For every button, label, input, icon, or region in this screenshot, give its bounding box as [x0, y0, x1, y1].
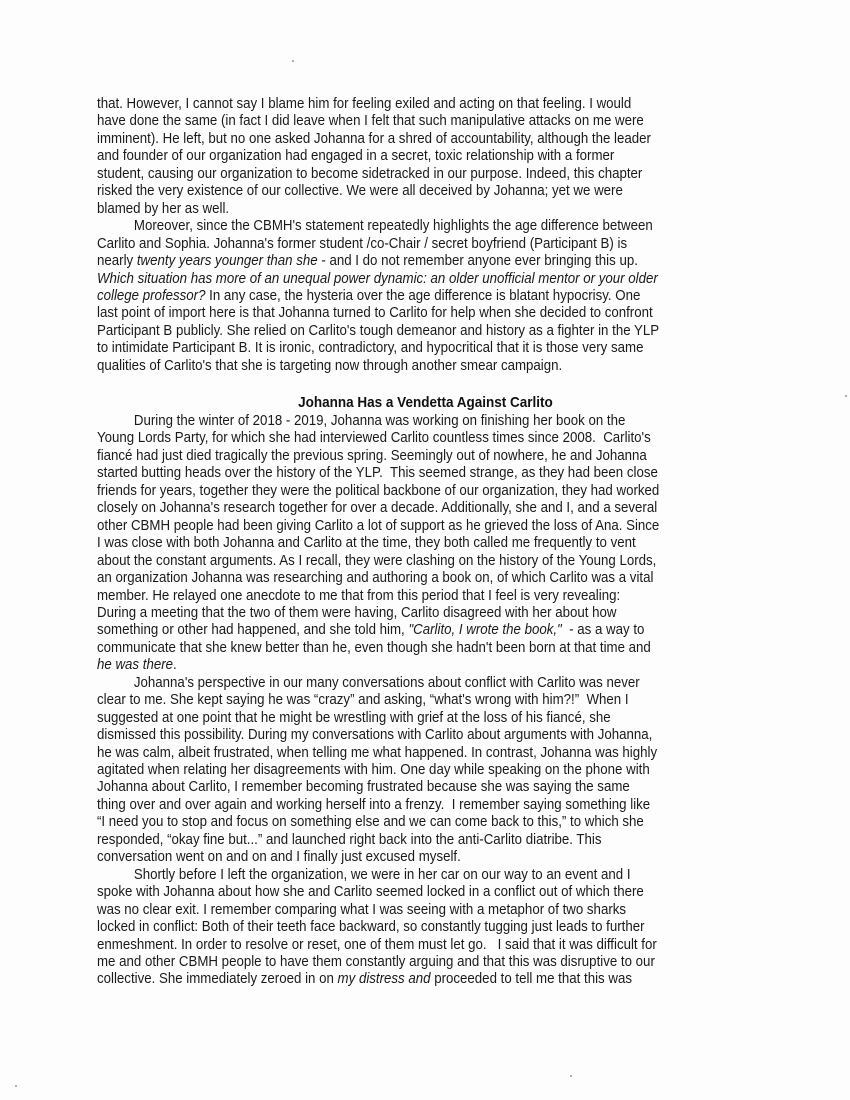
scan-speck [292, 60, 294, 62]
text-segment: Johanna's perspective in our many conversations about conflict with Carlito was never [97, 673, 640, 691]
text-segment: he was calm, albeit frustrated, when telling me what happened. In contrast, Johanna was highly [97, 743, 658, 761]
text-segment: During a meeting that the two of them were having, Carlito disagreed with her about how [97, 603, 617, 621]
text-line [97, 621, 644, 638]
text-line [97, 604, 616, 621]
text-line [97, 726, 652, 743]
text-segment: - and I do not remember anyone ever bringing this up. [317, 252, 638, 270]
text-segment: communicate that she knew better than he, even though she hadn't been born at that time and [97, 638, 651, 656]
text-line [97, 464, 658, 481]
text-line [97, 357, 562, 374]
text-line [97, 95, 631, 112]
text-line [97, 447, 647, 464]
text-line [97, 587, 620, 604]
text-line [97, 112, 644, 129]
text-segment: that. However, I cannot say I blame him for feeling exiled and acting on that feeling. I would [97, 95, 632, 112]
text-line [97, 778, 630, 795]
text-segment: In any case, the hysteria over the age difference is blatant hypocrisy. One [205, 286, 641, 304]
italic-text: "Carlito, I wrote the book," [408, 621, 562, 639]
text-line [97, 709, 611, 726]
scan-speck [845, 395, 847, 397]
text-segment: clear to me. She kept saying he was “crazy” and asking, “what's wrong with him?!” When I [97, 691, 629, 709]
text-segment: nearly [97, 252, 137, 270]
text-segment: spoke with Johanna about how she and Carlito seemed locked in a conflict out of which there [97, 883, 644, 901]
text-line [97, 304, 653, 321]
text-segment: last point of import here is that Johanna turned to Carlito for help when she decided to confront [97, 304, 653, 322]
italic-text: my distress and [337, 970, 431, 988]
italic-text: he was there [97, 656, 174, 674]
text-line [97, 130, 651, 147]
text-segment: thing over and over again and working herself into a frenzy. I remember saying something like [97, 795, 651, 813]
text-segment: me and other CBMH people to have them constantly arguing and that this was disruptive to our [97, 952, 655, 970]
text-line [97, 165, 642, 182]
text-segment: and founder of our organization had engaged in a secret, toxic relationship with a former [97, 147, 615, 165]
text-segment: other CBMH people had been giving Carlito a lot of support as he grieved the loss of Ana. Since [97, 516, 660, 534]
italic-text: Which situation has more of an unequal power dynamic: an older unofficial mentor or your older [97, 269, 658, 287]
text-line [97, 322, 659, 339]
text-line [97, 883, 644, 900]
italic-text: college professor? [97, 286, 206, 304]
text-line [97, 552, 656, 569]
text-segment: Young Lords Party, for which she had interviewed Carlito countless times since 2008. Carlito's [97, 429, 651, 447]
text-line [97, 252, 638, 269]
text-segment: Participant B publicly. She relied on Carlito's tough demeanor and history as a fighter in the YLP [97, 321, 660, 339]
text-line [97, 761, 650, 778]
text-segment: proceeded to tell me that this was [430, 970, 632, 988]
text-line [97, 147, 614, 164]
text-segment: suggested at one point that he might be wrestling with grief at the loss of his fiancé, she [97, 708, 611, 726]
text-segment: blamed by her as well. [97, 199, 230, 217]
text-segment: Johanna about Carlito, I remember becoming frustrated because she was saying the same [97, 778, 630, 796]
text-segment: about the constant arguments. As I recall, they were clashing on the history of the Young Lords, [97, 551, 657, 569]
text-segment: risked the very existence of our collective. We were all deceived by Johanna; yet we were [97, 182, 623, 200]
text-line [97, 639, 651, 656]
text-line [97, 813, 644, 830]
text-segment: Carlito and Sophia. Johanna's former student /co-Chair / secret boyfriend (Participant B) is [97, 234, 628, 252]
text-segment: have done the same (in fact I did leave when I felt that such manipulative attacks on me were [97, 112, 644, 130]
text-segment: imminent). He left, but no one asked Johanna for a shred of accountability, although the leader [97, 129, 651, 147]
text-line [97, 517, 659, 534]
italic-text: twenty years younger than she [136, 252, 318, 270]
section-heading-text: Johanna Has a Vendetta Against Carlito [297, 394, 553, 411]
text-segment: agitated when relating her disagreements with him. One day while speaking on the phone with [97, 761, 650, 778]
text-line [97, 499, 657, 516]
text-line [97, 970, 632, 987]
text-line [97, 918, 645, 935]
text-line [97, 235, 627, 252]
text-segment: - as a way to [561, 621, 645, 639]
text-line [97, 412, 625, 429]
text-line [97, 936, 657, 953]
text-segment: to intimidate Participant B. It is ironic, contradictory, and hypocritical that it is those very same [97, 339, 644, 357]
text-line [97, 656, 177, 673]
text-segment: enmeshment. In order to resolve or reset, one of them must let go. I said that it was difficult for [97, 935, 657, 953]
text-segment: locked in conflict: Both of their teeth face backward, so constantly tugging just leads to further [97, 918, 645, 936]
text-line [97, 182, 623, 199]
text-segment: During the winter of 2018 - 2019, Johanna was working on finishing her book on the [97, 412, 626, 429]
text-line [97, 691, 629, 708]
text-line [97, 217, 653, 234]
text-line [97, 482, 659, 499]
text-line [97, 569, 653, 586]
text-line [97, 287, 640, 304]
text-line [97, 270, 658, 287]
text-segment: was no clear exit. I remember comparing what I was seeing with a metaphor of two sharks [97, 900, 627, 918]
text-line [97, 534, 636, 551]
text-line [97, 339, 643, 356]
scan-speck [570, 1075, 572, 1077]
text-segment: friends for years, together they were the political backbone of our organization, they had worked [97, 481, 660, 499]
text-line [97, 866, 631, 883]
text-segment: fiancé had just died tragically the previous spring. Seemingly out of nowhere, he and Johanna [97, 446, 647, 464]
text-line [97, 831, 602, 848]
text-segment: something or other had happened, and she told him, [97, 621, 409, 639]
text-line [97, 848, 461, 865]
text-segment: started butting heads over the history of the YLP. This seemed strange, as they had been close [97, 464, 658, 482]
text-segment: I was close with both Johanna and Carlito at the time, they both called me frequently to vent [97, 534, 636, 552]
text-line [97, 953, 655, 970]
text-segment: an organization Johanna was researching and authoring a book on, of which Carlito was a vital [97, 569, 654, 587]
text-segment: collective. She immediately zeroed in on [97, 970, 338, 988]
text-segment: Moreover, since the CBMH's statement repeatedly highlights the age difference between [97, 217, 653, 235]
text-line [97, 744, 657, 761]
text-segment: closely on Johanna's research together for over a decade. Additionally, she and I, and a several [97, 499, 658, 517]
text-segment: responded, “okay fine but...” and launched right back into the anti-Carlito diatribe. This [97, 830, 602, 848]
text-segment: member. He relayed one anecdote to me that from this period that I feel is very revealing: [97, 586, 621, 604]
text-segment: “I need you to stop and focus on something else and we can come back to this,” to which she [97, 813, 644, 831]
text-segment: conversation went on and on and I finally just excused myself. [97, 848, 461, 866]
text-line [97, 200, 229, 217]
text-segment: . [173, 656, 177, 674]
text-line [97, 429, 651, 446]
text-segment: qualities of Carlito's that she is targeting now through another smear campaign. [97, 356, 563, 374]
text-line [97, 674, 640, 691]
text-segment: student, causing our organization to become sidetracked in our purpose. Indeed, this chapter [97, 164, 643, 182]
text-segment: dismissed this possibility. During my conversations with Carlito about arguments with Johanna, [97, 726, 653, 744]
scan-speck [15, 1085, 17, 1087]
text-line [97, 796, 650, 813]
section-heading [0, 394, 850, 411]
text-line [97, 901, 626, 918]
text-segment: Shortly before I left the organization, we were in her car on our way to an event and I [97, 865, 631, 883]
